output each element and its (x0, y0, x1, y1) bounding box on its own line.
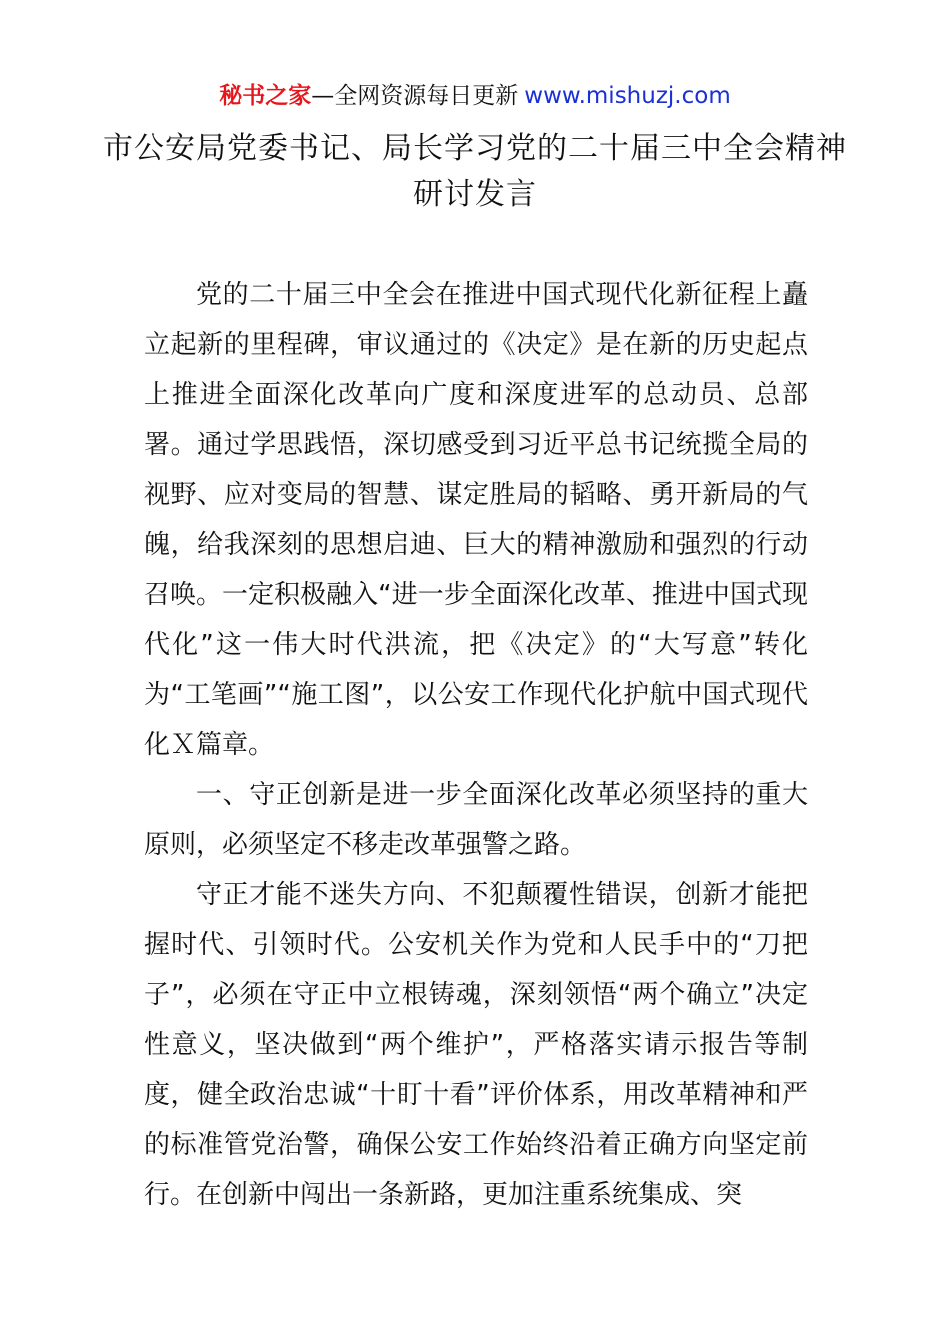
site-url-link[interactable]: www.mishuzj.com (524, 83, 731, 109)
site-brand: 秘书之家 (219, 83, 312, 109)
intro-paragraph: 党的二十届三中全会在推进中国式现代化新征程上矗立起新的里程碑，审议通过的《决定》是在新的历史起点上推进全面深化改革向广度和深度进军的总动员、总部署。通过学思践悟，深切感受到习近平总书记统揽全局的视野、应对变局的智慧、谋定胜局的韬略、勇开新局的气魄，给我深刻的思想启迪、巨大的精神激励和强烈的行动召唤。一定积极融入“进一步全面深化改革、推进中国式现代化”这一伟大时代洪流，把《决定》的“大写意”转化为“工笔画”“施工图”，以公安工作现代化护航中国式现代化Ｘ篇章。 (144, 280, 808, 760)
site-header (0, 80, 950, 112)
document-title: 市公安局党委书记、局长学习党的二十届三中全会精神研讨发言 (103, 131, 847, 212)
section-1-paragraph: 守正才能不迷失方向、不犯颠覆性错误，创新才能把握时代、引领时代。公安机关作为党和人民手中的“刀把子”，必须在守正中立根铸魂，深刻领悟“两个确立”决定性意义，坚决做到“两个维护”，严格落实请示报告等制度，健全政治忠诚“十盯十看”评价体系，用改革精神和严的标准管党治警，确保公安工作始终沿着正确方向坚定前行。在创新中闯出一条新路，更加注重系统集成、突 (144, 880, 808, 1210)
site-tagline: —全网资源每日更新 (311, 83, 519, 109)
section-heading-1: 一、守正创新是进一步全面深化改革必须坚持的重大原则，必须坚定不移走改革强警之路。 (144, 780, 808, 860)
document-body (144, 270, 808, 1220)
